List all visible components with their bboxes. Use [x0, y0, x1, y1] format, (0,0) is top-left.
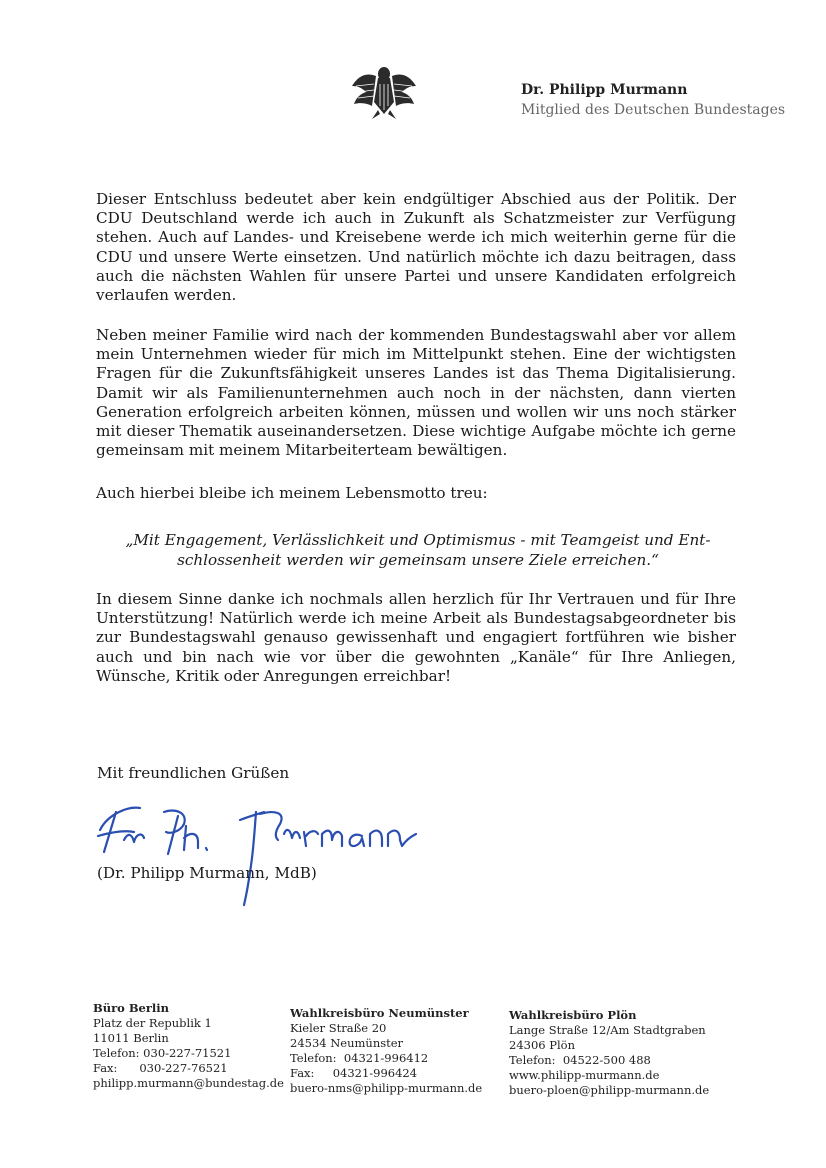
quote-line-2: schlossenheit werden wir gemeinsam unsere Ziele erreichen.“	[177, 551, 659, 569]
paragraph-politics: Dieser Entschluss bedeutet aber kein endgültiger Abschied aus der Politik. Der CDU Deutschland werde ich auch in Zukunft als Schatzmeister zur Verfügung stehen. Auch auf Landes- und Kreisebene werde ich mich weiterhin gerne für die CDU und unsere Werte einsetzen. Und natürlich möchte ich dazu beitragen, dass auch die nächsten Wahlen für unsere Partei und unsere Kandidaten erfolgreich verlaufen werden.	[96, 190, 736, 305]
footer-berlin-title: Büro Berlin	[93, 1001, 170, 1015]
footer-berlin-line: 11011 Berlin	[93, 1031, 169, 1045]
footer-neumuenster-email: buero-nms@philipp-murmann.de	[290, 1081, 483, 1095]
signer-name: (Dr. Philipp Murmann, MdB)	[97, 864, 317, 882]
paragraph-thanks: In diesem Sinne danke ich nochmals allen herzlich für Ihr Vertrauen und für Ihre Unterstützung! Natürlich werde ich meine Arbeit als Bundestagsabgeordneter bis zur Bundestagswahl genauso gewissenhaft und engagiert fortführen wie bisher auch und bin nach wie vor über die gewohnten „Kanäle“ für Ihre Anliegen, Wünsche, Kritik oder Anregungen erreichbar!	[96, 590, 736, 685]
motto-quote	[118, 530, 718, 570]
footer-ploen-line: Lange Straße 12/Am Stadtgraben	[509, 1023, 706, 1037]
footer-ploen-email: buero-ploen@philipp-murmann.de	[509, 1083, 710, 1097]
footer-neumuenster-line: Telefon: 04321-996412	[290, 1051, 429, 1065]
footer-office-berlin	[93, 1001, 284, 1091]
footer-neumuenster-line: Kieler Straße 20	[290, 1021, 387, 1035]
footer-berlin-line: Telefon: 030-227-71521	[93, 1046, 232, 1060]
footer-office-ploen	[509, 1008, 709, 1098]
footer-ploen-website: www.philipp-murmann.de	[509, 1068, 660, 1082]
header-subtitle: Mitglied des Deutschen Bundestages	[521, 102, 786, 118]
footer-neumuenster-title: Wahlkreisbüro Neumünster	[290, 1006, 469, 1020]
footer-ploen-line: Telefon: 04522-500 488	[509, 1053, 651, 1067]
footer-berlin-line: Platz der Republik 1	[93, 1016, 212, 1030]
header-name: Dr. Philipp Murmann	[521, 82, 688, 98]
footer-berlin-email: philipp.murmann@bundestag.de	[93, 1076, 284, 1090]
handwritten-signature	[94, 790, 454, 910]
quote-line-1: „Mit Engagement, Verlässlichkeit und Optimismus - mit Teamgeist und Ent-	[125, 531, 711, 549]
footer-neumuenster-line: Fax: 04321-996424	[290, 1066, 418, 1080]
paragraph-company: Neben meiner Familie wird nach der kommenden Bundestagswahl aber vor allem mein Unternehmen wieder für mich im Mittelpunkt stehen. Eine der wichtigsten Fragen für die Zukunftsfähigkeit unseres Landes ist das Thema Digitalisierung. Damit wir als Familienunternehmen auch noch in der nächsten, dann vierten Generation erfolgreich arbeiten können, müssen und wollen wir uns noch stärker mit dieser Thematik auseinandersetzen. Diese wichtige Aufgabe möchte ich gerne gemeinsam mit meinem Mitarbeiterteam bewältigen.	[96, 326, 736, 460]
bundestag-eagle-icon	[350, 62, 418, 120]
paragraph-motto-intro: Auch hierbei bleibe ich meinem Lebensmotto treu:	[96, 484, 488, 502]
footer-office-neumuenster	[290, 1006, 482, 1096]
footer-berlin-line: Fax: 030-227-76521	[93, 1061, 228, 1075]
closing-greeting: Mit freundlichen Grüßen	[97, 764, 290, 782]
footer-ploen-line: 24306 Plön	[509, 1038, 575, 1052]
footer-neumuenster-line: 24534 Neumünster	[290, 1036, 404, 1050]
footer-ploen-title: Wahlkreisbüro Plön	[509, 1008, 637, 1022]
